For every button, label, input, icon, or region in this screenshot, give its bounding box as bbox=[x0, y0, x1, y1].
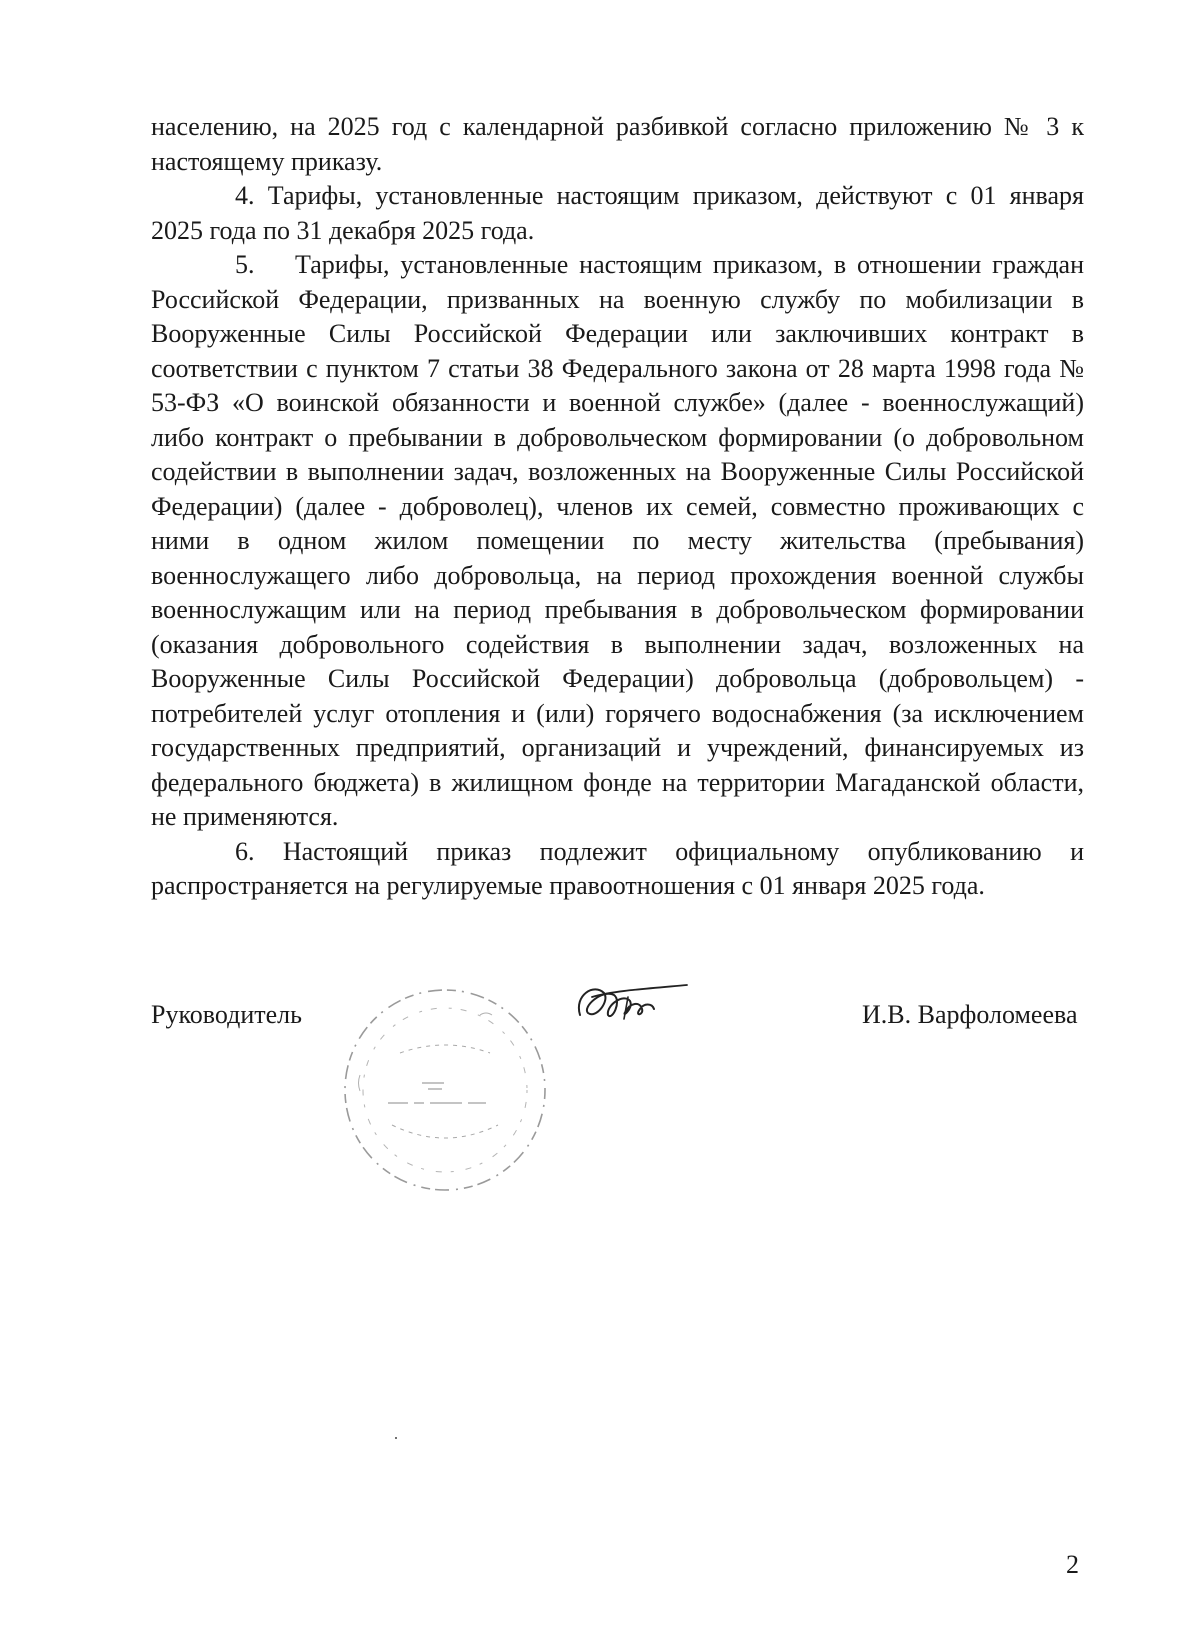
handwritten-signature bbox=[572, 975, 692, 1035]
official-stamp-seal bbox=[330, 975, 560, 1205]
paragraph-3-continuation: населению, на 2025 год с календарной разбивкой согласно приложению № 3 к настоящему приказу. bbox=[151, 112, 1084, 176]
paragraph-5-text: Тарифы, установленные настоящим приказом, в отношении граждан Российской Федерации, призванных на военную службу по мобилизации в Вооруженные Силы Российской Федерации или заключивших контракт в соответствии с пунктом 7 статьи 38 Федерального закона от 28 марта 1998 года № 53-ФЗ «О воинской обязанности и военной службе» (далее - военнослужащий) либо контракт о пребывании в добровольческом формировании (о добровольном содействии в выполнении задач, возложенных на Вооруженные Силы Российской Федерации) (далее - доброволец), членов их семей, совместно проживающих с ними в одном жилом помещении по месту жительства (пребывания) военнослужащего либо добровольца, на период прохождения военной службы военнослужащим или на период пребывания в добровольческом формировании (оказания добровольного содействия в выполнении задач, возложенных на Вооруженные Силы Российской Федерации) добровольца (добровольцем) - потребителей услуг отопления и (или) горячего водоснабжения (за исключением государственных предприятий, организаций и учреждений, финансируемых из федерального бюджета) в жилищном фонде на территории Магаданской области, не применяются. bbox=[151, 250, 1084, 831]
signatory-name: И.В. Варфоломеева bbox=[862, 1000, 1078, 1029]
scan-speck bbox=[395, 1437, 397, 1439]
signatory-title: Руководитель bbox=[151, 1000, 302, 1029]
document-body bbox=[151, 110, 1084, 904]
paragraph-5 bbox=[151, 248, 1084, 835]
paragraph-6: 6. Настоящий приказ подлежит официальному опубликованию и распространяется на регулируемые правоотношения с 01 января 2025 года. bbox=[151, 836, 1084, 900]
paragraph-4: 4. Тарифы, установленные настоящим приказом, действуют с 01 января 2025 года по 31 декабря 2025 года. bbox=[151, 181, 1084, 245]
page-number: 2 bbox=[1066, 1550, 1079, 1579]
paragraph-5-number: 5. bbox=[235, 250, 255, 279]
